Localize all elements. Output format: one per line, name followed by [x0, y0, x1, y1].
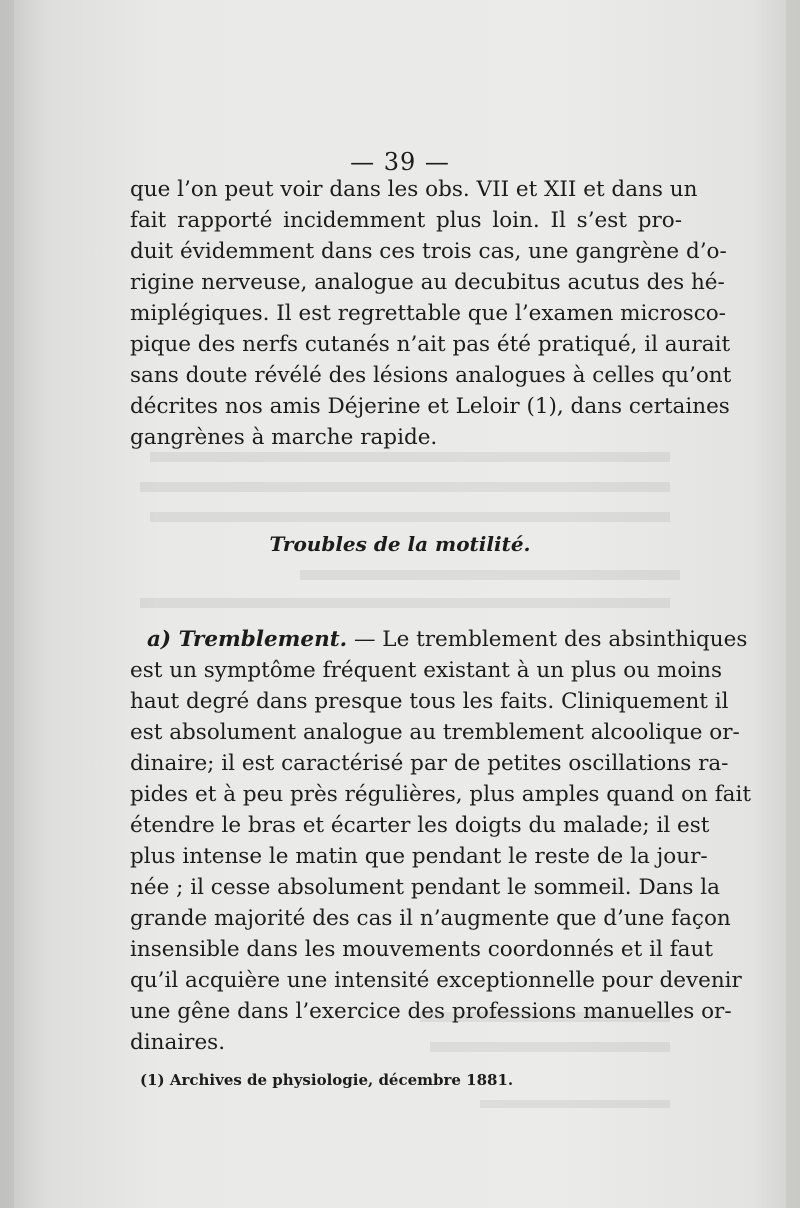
- section-heading: Troubles de la motilité.: [269, 532, 531, 556]
- text-line: duit évidemment dans ces trois cas, une gangrène d’o-: [130, 239, 727, 264]
- text-run: — Le tremblement des absinthiques: [347, 627, 748, 652]
- text-line: plus intense le matin que pendant le reste de la jour-: [130, 844, 708, 869]
- text-line: pides et à peu près régulières, plus amples quand on fait: [130, 782, 752, 807]
- text-line: dinaires.: [130, 1030, 226, 1055]
- footnote: (1) Archives de physiologie, décembre 1881.: [140, 1071, 514, 1089]
- text-line: pique des nerfs cutanés n’ait pas été pratiqué, il aurait: [130, 332, 731, 357]
- text-line: étendre le bras et écarter les doigts du malade; il est: [130, 813, 710, 838]
- text-line: dinaire; il est caractérisé par de petites oscillations ra-: [130, 751, 729, 776]
- text-line: sans doute révélé des lésions analogues à celles qu’ont: [130, 363, 732, 388]
- text-line: grande majorité des cas il n’augmente que d’une façon: [130, 906, 731, 931]
- text-line: est absolument analogue au tremblement alcoolique or-: [130, 720, 740, 745]
- text-line: haut degré dans presque tous les faits. Cliniquement il: [130, 689, 729, 714]
- text-line: est un symptôme fréquent existant à un plus ou moins: [130, 658, 723, 683]
- text-line-first: [147, 626, 748, 654]
- text-line: décrites nos amis Déjerine et Leloir (1), dans certaines: [130, 394, 730, 419]
- text-line: fait rapporté incidemment plus loin. Il s’est pro-: [130, 208, 682, 233]
- page-number: — 39 —: [350, 148, 450, 176]
- text-line: que l’on peut voir dans les obs. VII et XII et dans un: [130, 177, 698, 202]
- text-line: une gêne dans l’exercice des professions manuelles or-: [130, 999, 732, 1024]
- subsection-label: a) Tremblement.: [147, 627, 348, 652]
- text-line: rigine nerveuse, analogue au decubitus acutus des hé-: [130, 270, 725, 295]
- text-line: née ; il cesse absolument pendant le sommeil. Dans la: [130, 875, 720, 900]
- text-line: qu’il acquière une intensité exceptionnelle pour devenir: [130, 968, 742, 993]
- text-line: insensible dans les mouvements coordonnés et il faut: [130, 937, 713, 962]
- text-line: gangrènes à marche rapide.: [130, 425, 438, 450]
- text-line: miplégiques. Il est regrettable que l’examen microsco-: [130, 301, 726, 326]
